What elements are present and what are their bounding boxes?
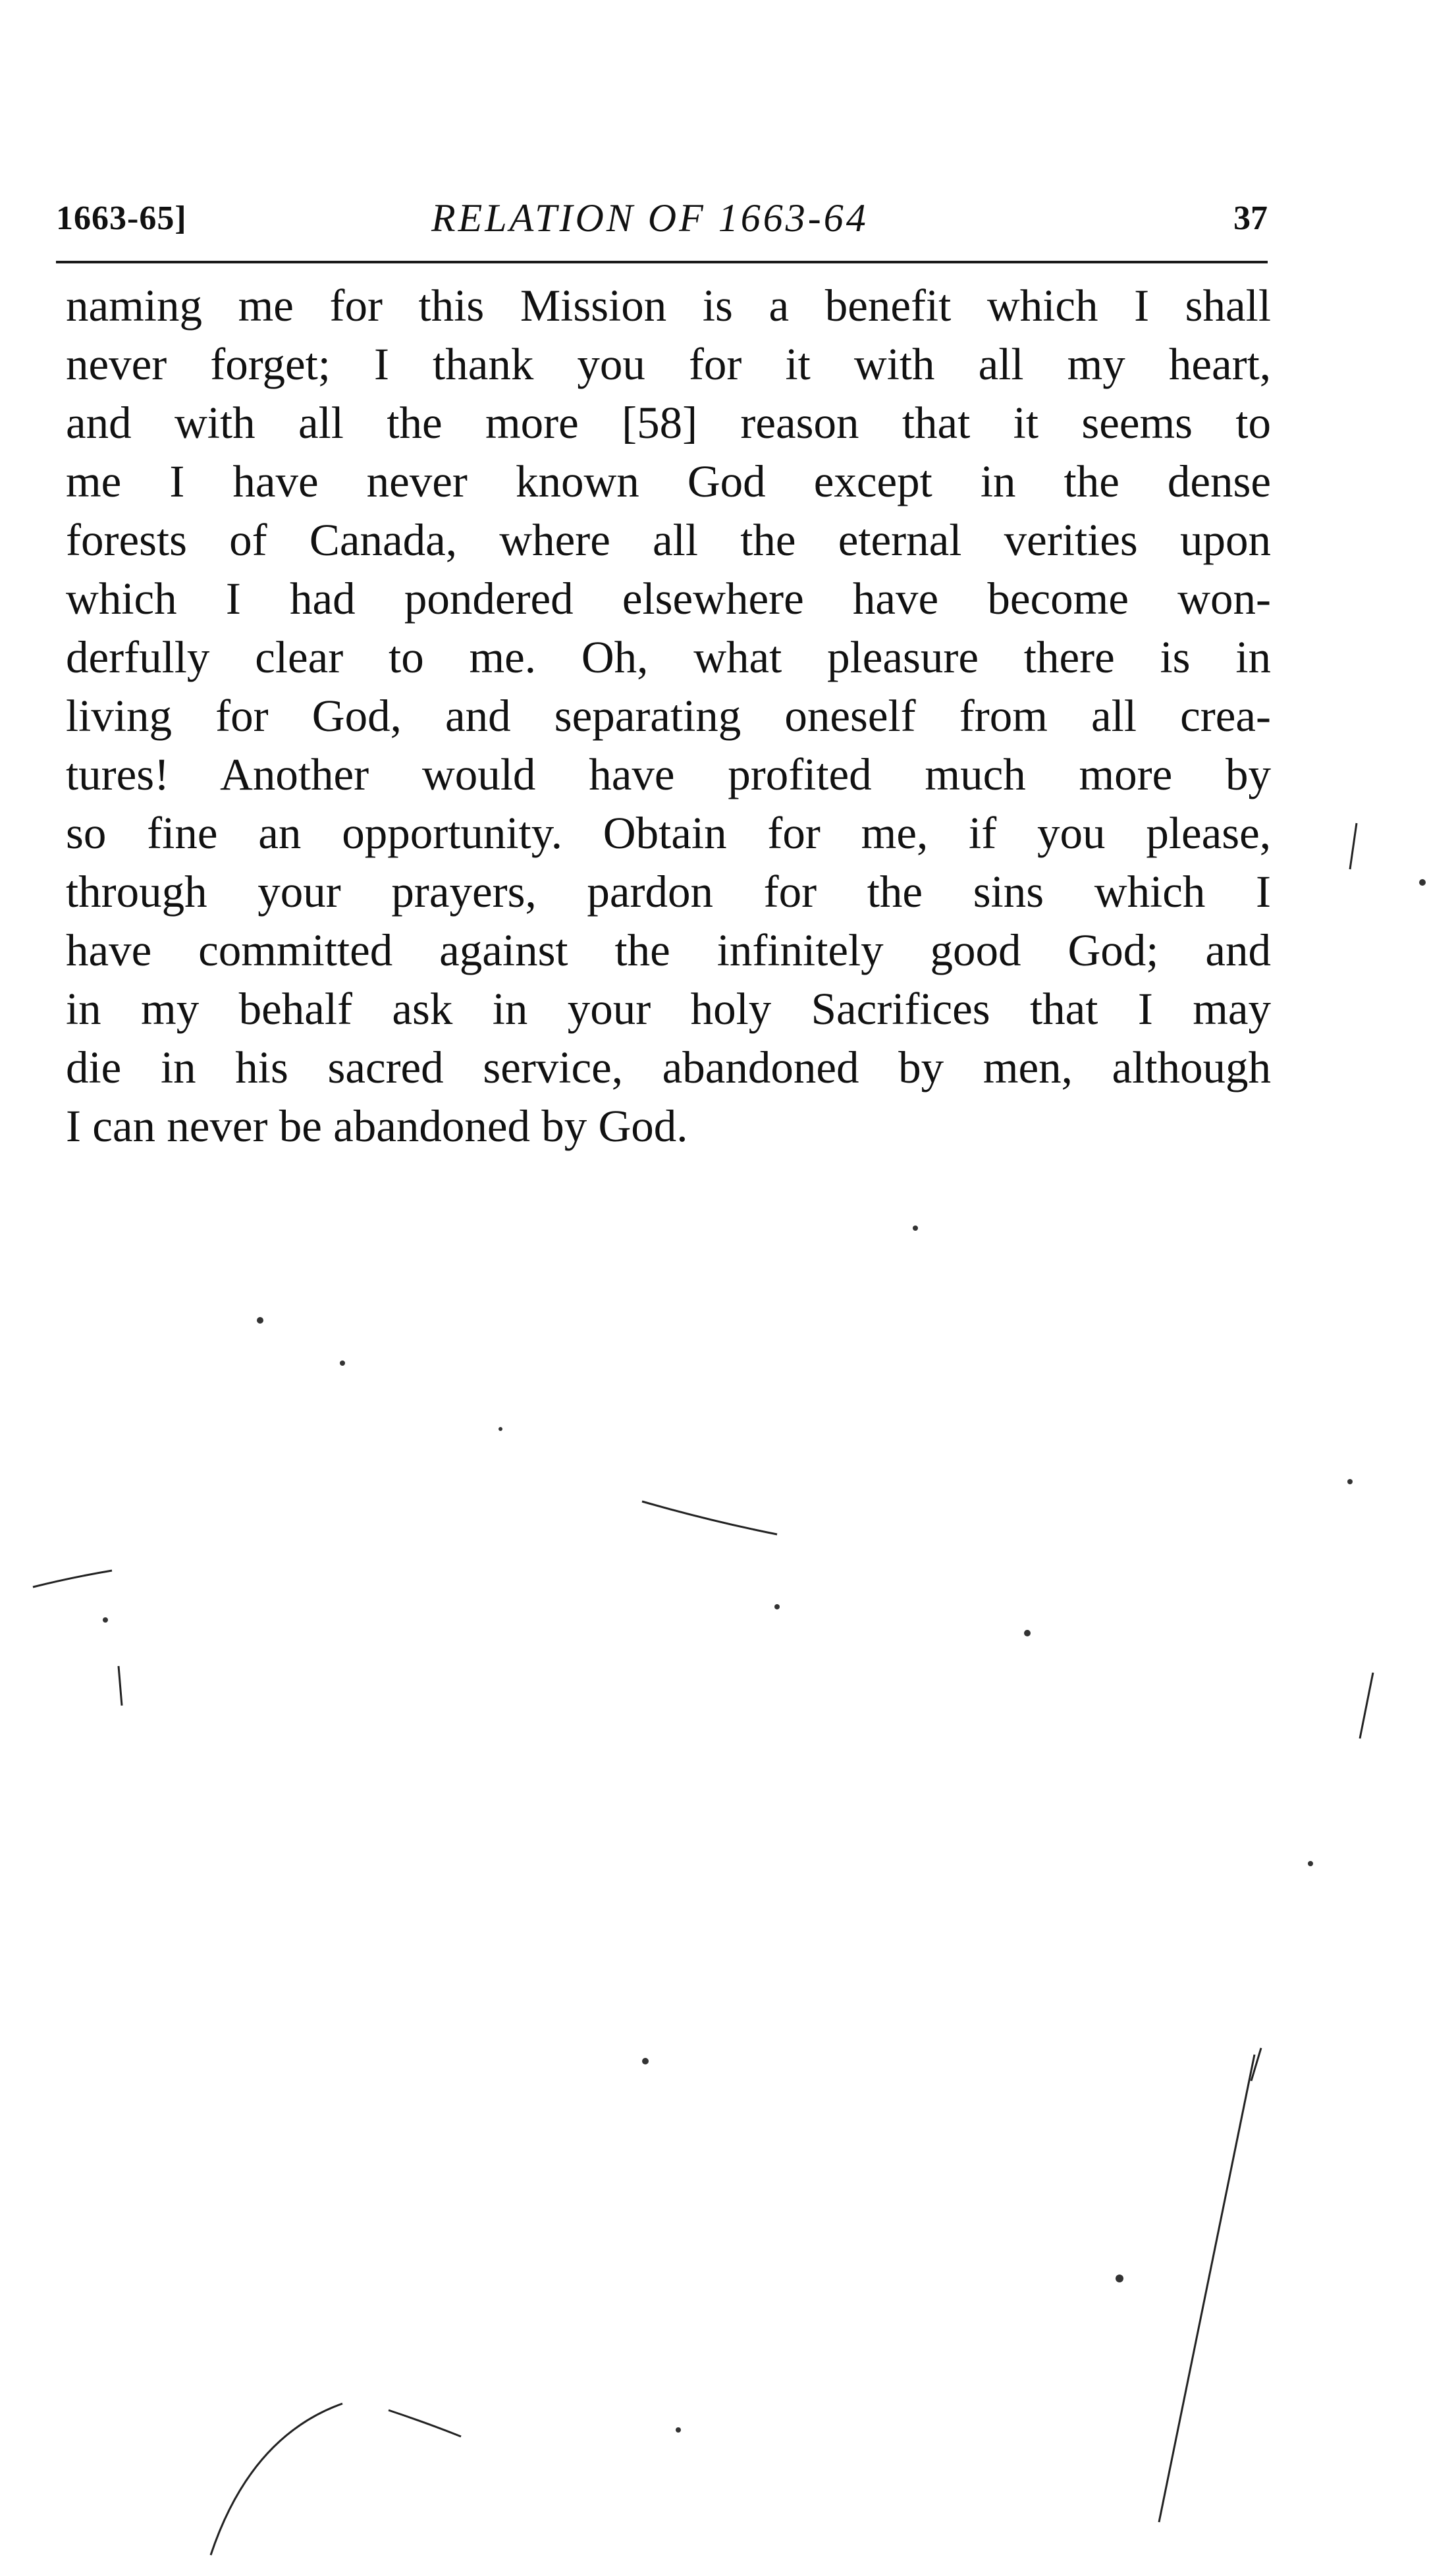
text-line: tures! Another would have profited much more by (66, 749, 1271, 799)
text-line: which I had pondered elsewhere have become won- (66, 574, 1271, 624)
text-line: die in his sacred service, abandoned by men, although (66, 1042, 1271, 1092)
text-line: derfully clear to me. Oh, what pleasure there is in (66, 632, 1271, 682)
text-line: in my behalf ask in your holy Sacrifices that I may (66, 984, 1271, 1034)
text-line: have committed against the infinitely good God; and (66, 925, 1271, 975)
running-head-title: RELATION OF 1663-64 (431, 196, 869, 240)
page-number: 37 (1233, 200, 1268, 237)
text-line: me I have never known God except in the dense (66, 456, 1271, 506)
text-line: forests of Canada, where all the eternal verities upon (66, 515, 1271, 565)
text-line: I can never be abandoned by God. (66, 1101, 688, 1151)
text-line: so fine an opportunity. Obtain for me, if you please, (66, 808, 1271, 858)
text-line: through your prayers, pardon for the sins which I (66, 867, 1271, 917)
running-head-date-range: 1663-65] (56, 200, 187, 237)
text-line: living for God, and separating oneself from all crea- (66, 691, 1271, 741)
text-line: naming me for this Mission is a benefit which I shall (66, 281, 1271, 331)
text-line: and with all the more [58] reason that it seems to (66, 398, 1271, 448)
text-line: never forget; I thank you for it with all my heart, (66, 339, 1271, 389)
